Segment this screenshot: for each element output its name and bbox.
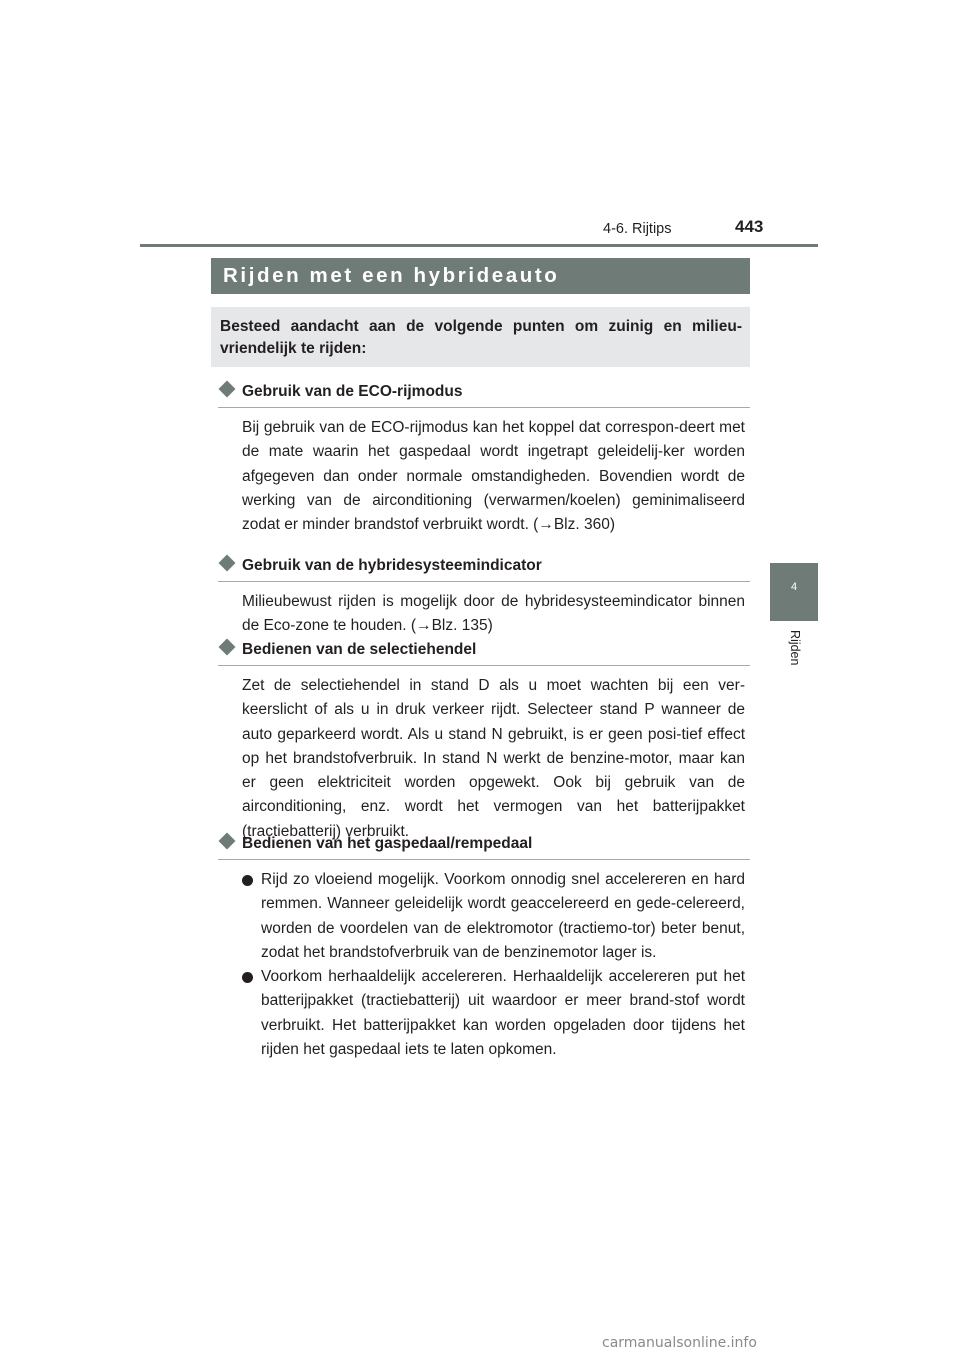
section-heading [218,639,750,666]
diamond-bullet-icon [219,381,236,398]
intro-text: Besteed aandacht aan de volgende punten om zuinig en milieu-vriendelijk te rijden: [220,318,742,357]
chapter-label: Rijden [788,630,802,666]
list-item [242,868,745,965]
section-heading [218,833,750,860]
watermark: carmanualsonline.info [602,1335,757,1351]
list-item-text: Rijd zo vloeiend mogelijk. Voorkom onnodig snel accelereren en hard remmen. Wanneer geleidelijk wordt geaccelereerd en gede-celereerd, worden de voordelen van de elektromotor (tractiemo-tor) beter benut, zodat het brandstofverbruik van de benzinemotor lager is. [261,871,745,961]
list-item-text: Voorkom herhaaldelijk accelereren. Herhaaldelijk accelereren put het batterijpakket (tractiebatterij) uit waardoor er meer brand-stof wordt verbruikt. Het batterijpakket kan worden opgeladen door tijdens het rijden het gaspedaal iets te laten opkomen. [261,968,745,1059]
section-shift-lever [218,639,750,844]
section-pedals [218,833,750,1062]
bullet-dot-icon [242,972,253,983]
title-bar [211,258,750,294]
diamond-bullet-icon [219,833,236,850]
section-hybrid-indicator [218,555,750,639]
section-reference: 4-6. Rijtips [603,221,672,237]
section-eco-mode [218,381,750,537]
page-title: Rijden met een hybrideauto [223,264,560,287]
intro-box [211,307,750,367]
diamond-bullet-icon [219,555,236,572]
page-number: 443 [735,217,764,236]
diamond-bullet-icon [219,639,236,656]
section-heading-text: Bedienen van het gaspedaal/rempedaal [242,835,533,852]
section-heading-text: Gebruik van de ECO-rijmodus [242,383,463,400]
section-heading-text: Gebruik van de hybridesysteemindicator [242,557,542,574]
header-divider [140,244,818,247]
section-body: Bij gebruik van de ECO-rijmodus kan het koppel dat correspon-deert met de mate waarin het gaspedaal wordt ingetrapt geleidelij-ker worden afgegeven dan onder normale omstandigheden. Bovendien wordt de werking van de airconditioning (verwarmen/koelen) geminimaliseerd zodat er minder brandstof verbruikt wordt. (→Blz. 360) [242,419,745,534]
chapter-number: 4 [790,581,798,593]
section-heading [218,381,750,408]
bullet-list [218,860,750,1062]
section-body: Zet de selectiehendel in stand D als u moet wachten bij een ver-keerslicht of als u in druk verkeer rijdt. Selecteer stand P wanneer de auto geparkeerd wordt. Als u stand N gebruikt, is er geen posi-tief effect op het brandstofverbruik. In stand N werkt de benzine-motor, maar kan er geen elektriciteit worden opgewekt. Ook bij gebruik van de airconditioning, enz. wordt het vermogen van het batterijpakket (tractiebatterij) verbruikt. [242,677,745,840]
bullet-dot-icon [242,875,253,886]
section-body: Milieubewust rijden is mogelijk door de hybridesysteemindicator binnen de Eco-zone te houden. (→Blz. 135) [242,593,745,635]
section-heading [218,555,750,582]
section-heading-text: Bedienen van de selectiehendel [242,641,477,658]
list-item [242,965,745,1062]
chapter-tab [770,563,818,621]
